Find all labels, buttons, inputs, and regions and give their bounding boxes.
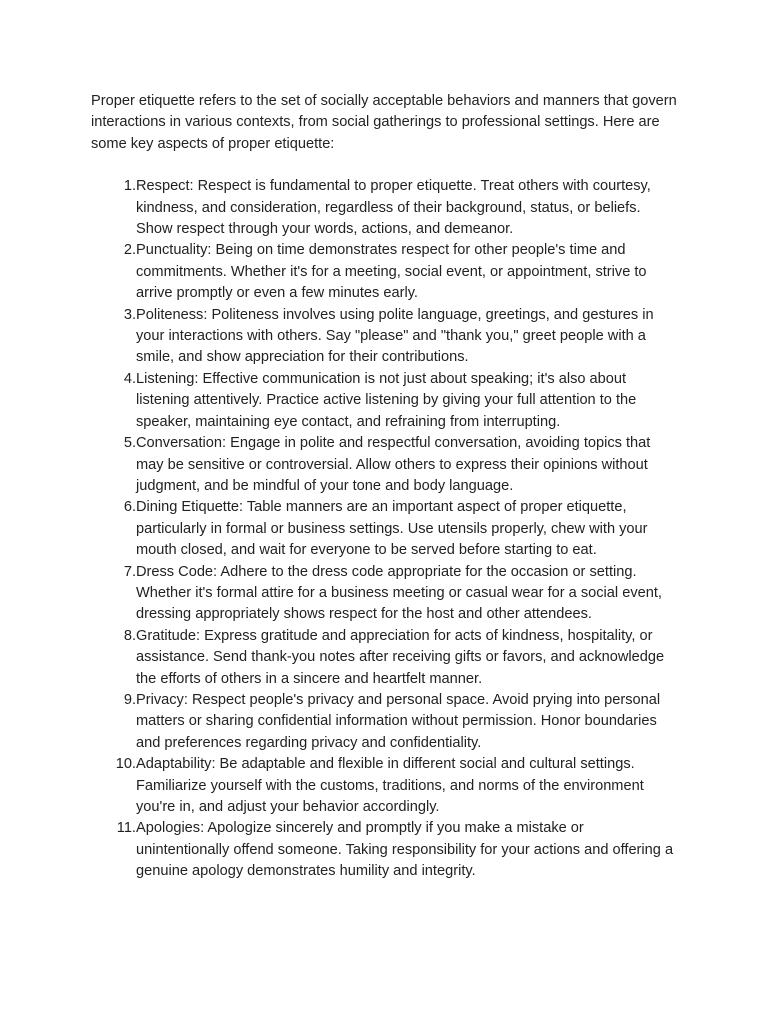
- list-item: [91, 176, 681, 240]
- list-item-number: 7.: [123, 563, 136, 580]
- list-item: [91, 754, 681, 818]
- list-item-text: Dress Code: Adhere to the dress code appropriate for the occasion or setting. Whether it's formal attire for a business meeting or casual wear for a social event, dressing appropriately shows respect for the host and other attendees.: [136, 563, 662, 623]
- list-item-text: Dining Etiquette: Table manners are an important aspect of proper etiquette, particularly in formal or business settings. Use utensils properly, chew with your mouth closed, and wait for everyone to be served before starting to eat.: [136, 499, 648, 559]
- list-item: [91, 690, 681, 754]
- list-item-number: 5.: [123, 435, 136, 452]
- list-item-text: Gratitude: Express gratitude and appreciation for acts of kindness, hospitality, or assistance. Send thank-you notes after receiving gifts or favors, and acknowledge the efforts of others in a sincere and heartfelt manner.: [136, 627, 665, 687]
- list-item-text: Respect: Respect is fundamental to proper etiquette. Treat others with courtesy, kindness, and consideration, regardless of their background, status, or beliefs. Show respect through your words, actions, and demeanor.: [136, 178, 651, 238]
- list-item-number: 10.: [115, 756, 136, 773]
- list-item-number: 2.: [123, 242, 136, 259]
- etiquette-list: [91, 176, 681, 882]
- list-item-number: 11.: [116, 820, 136, 837]
- list-item: [91, 433, 681, 497]
- list-item-number: 6.: [123, 499, 136, 516]
- list-item-number: 1.: [123, 178, 136, 195]
- document-page: [91, 91, 681, 883]
- list-item-number: 9.: [123, 691, 136, 708]
- list-item-text: Listening: Effective communication is not just about speaking; it's also about listening attentively. Practice active listening by giving your full attention to the speaker, maintaining eye contact, and refraining from interrupting.: [136, 370, 637, 430]
- list-item-number: 8.: [123, 627, 136, 644]
- intro-paragraph: Proper etiquette refers to the set of socially acceptable behaviors and manners that govern interactions in various contexts, from social gatherings to professional settings. Here are some key aspects of proper etiquette:: [91, 93, 677, 152]
- list-item-text: Punctuality: Being on time demonstrates respect for other people's time and commitments. Whether it's for a meeting, social event, or appointment, strive to arrive promptly or even a few minutes early.: [136, 242, 647, 302]
- list-item: [91, 626, 681, 690]
- list-item: [91, 818, 681, 882]
- list-item-text: Apologies: Apologize sincerely and promptly if you make a mistake or unintentionally offend someone. Taking responsibility for your actions and offering a genuine apology demonstrates humility and integrity.: [136, 820, 674, 880]
- list-item-number: 4.: [123, 370, 136, 387]
- list-item-text: Politeness: Politeness involves using polite language, greetings, and gestures in your interactions with others. Say "please" and "thank you," greet people with a smile, and show appreciation for their contributions.: [136, 306, 654, 366]
- list-item-text: Adaptability: Be adaptable and flexible in different social and cultural settings. Familiarize yourself with the customs, traditions, and norms of the environment you're in, and adjust your behavior accordingly.: [136, 756, 644, 815]
- list-item-number: 3.: [123, 306, 136, 323]
- list-item: [91, 240, 681, 304]
- list-item: [91, 497, 681, 561]
- list-item-text: Conversation: Engage in polite and respectful conversation, avoiding topics that may be sensitive or controversial. Allow others to express their opinions without judgment, and be mindful of your tone and body language.: [136, 435, 651, 494]
- list-item: [91, 305, 681, 369]
- list-item: [91, 562, 681, 626]
- list-item: [91, 369, 681, 433]
- list-item-text: Privacy: Respect people's privacy and personal space. Avoid prying into personal matters or sharing confidential information without permission. Honor boundaries and preferences regarding privacy and confidentiality.: [136, 691, 661, 751]
